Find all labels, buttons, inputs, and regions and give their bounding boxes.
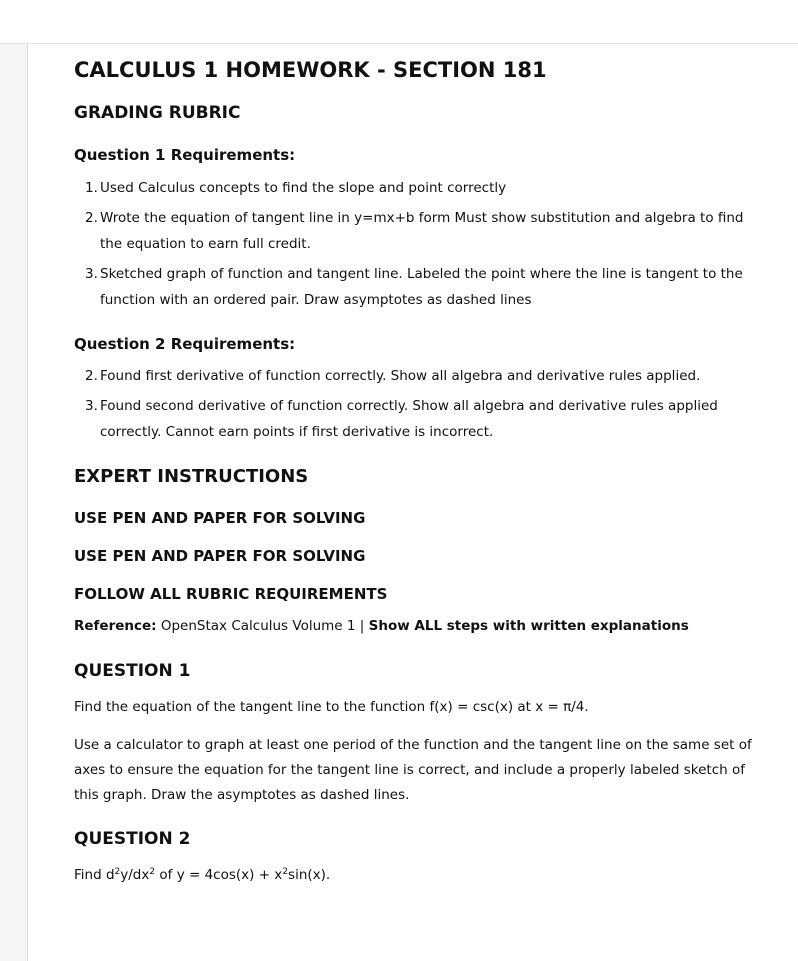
expert-instructions-heading: EXPERT INSTRUCTIONS: [74, 466, 309, 487]
list-item: [74, 205, 764, 257]
question-2-text: Find $d^2y/dx^2$ of $y = 4\cos(x) + x^2\sin(x)$.: [74, 867, 331, 883]
left-gutter: [0, 44, 28, 961]
list-item-text: Found first derivative of function correctly. Show all algebra and derivative rules applied.: [100, 368, 701, 384]
question-2-heading: QUESTION 2: [74, 829, 191, 849]
top-bar: [0, 0, 798, 44]
list-item-text: Found second derivative of function correctly. Show all algebra and derivative rules applied correctly. Cannot earn points if first derivative is incorrect.: [100, 398, 718, 440]
q2-requirements-heading: Question 2 Requirements:: [74, 335, 296, 353]
list-item: [74, 175, 764, 201]
list-item: [74, 363, 764, 389]
reference-line: [74, 618, 689, 634]
list-number: 2.: [85, 368, 98, 384]
list-item-text: Sketched graph of function and tangent line. Labeled the point where the line is tangent to the function with an ordered pair. Draw asymptotes as dashed lines: [100, 266, 743, 308]
page-title: CALCULUS 1 HOMEWORK - SECTION 181: [74, 58, 547, 82]
list-number: 3.: [85, 398, 98, 414]
question-1-text: Find the equation of the tangent line to the function f(x) = csc(x) at x = π/4.: [74, 699, 589, 715]
rubric-heading: GRADING RUBRIC: [74, 103, 241, 123]
reference-emphasis: Show ALL steps with written explanations: [368, 618, 689, 634]
pen-paper-instruction-1: USE PEN AND PAPER FOR SOLVING: [74, 509, 366, 527]
reference-label: Reference:: [74, 618, 157, 634]
list-item-text: Wrote the equation of tangent line in y=mx+b form Must show substitution and algebra to find the equation to earn full credit.: [100, 210, 744, 252]
follow-rubric-instruction: FOLLOW ALL RUBRIC REQUIREMENTS: [74, 585, 388, 603]
question-1-instructions: Use a calculator to graph at least one period of the function and the tangent line on the same set of axes to ensure the equation for the tangent line is correct, and include a properly labeled sketch of this graph. Draw the asymptotes as dashed lines.: [74, 737, 752, 803]
list-item-text: Used Calculus concepts to find the slope and point correctly: [100, 180, 507, 196]
list-number: 1.: [85, 180, 98, 196]
list-number: 3.: [85, 266, 98, 282]
list-item: [74, 261, 764, 313]
q1-requirements-list: [74, 175, 764, 317]
pen-paper-instruction-2: USE PEN AND PAPER FOR SOLVING: [74, 547, 366, 565]
list-item: [74, 393, 764, 445]
list-number: 2.: [85, 210, 98, 226]
question-1-heading: QUESTION 1: [74, 661, 191, 681]
q2-requirements-list: [74, 363, 764, 449]
q1-requirements-heading: Question 1 Requirements:: [74, 146, 296, 164]
reference-text: OpenStax Calculus Volume 1 |: [156, 618, 369, 634]
